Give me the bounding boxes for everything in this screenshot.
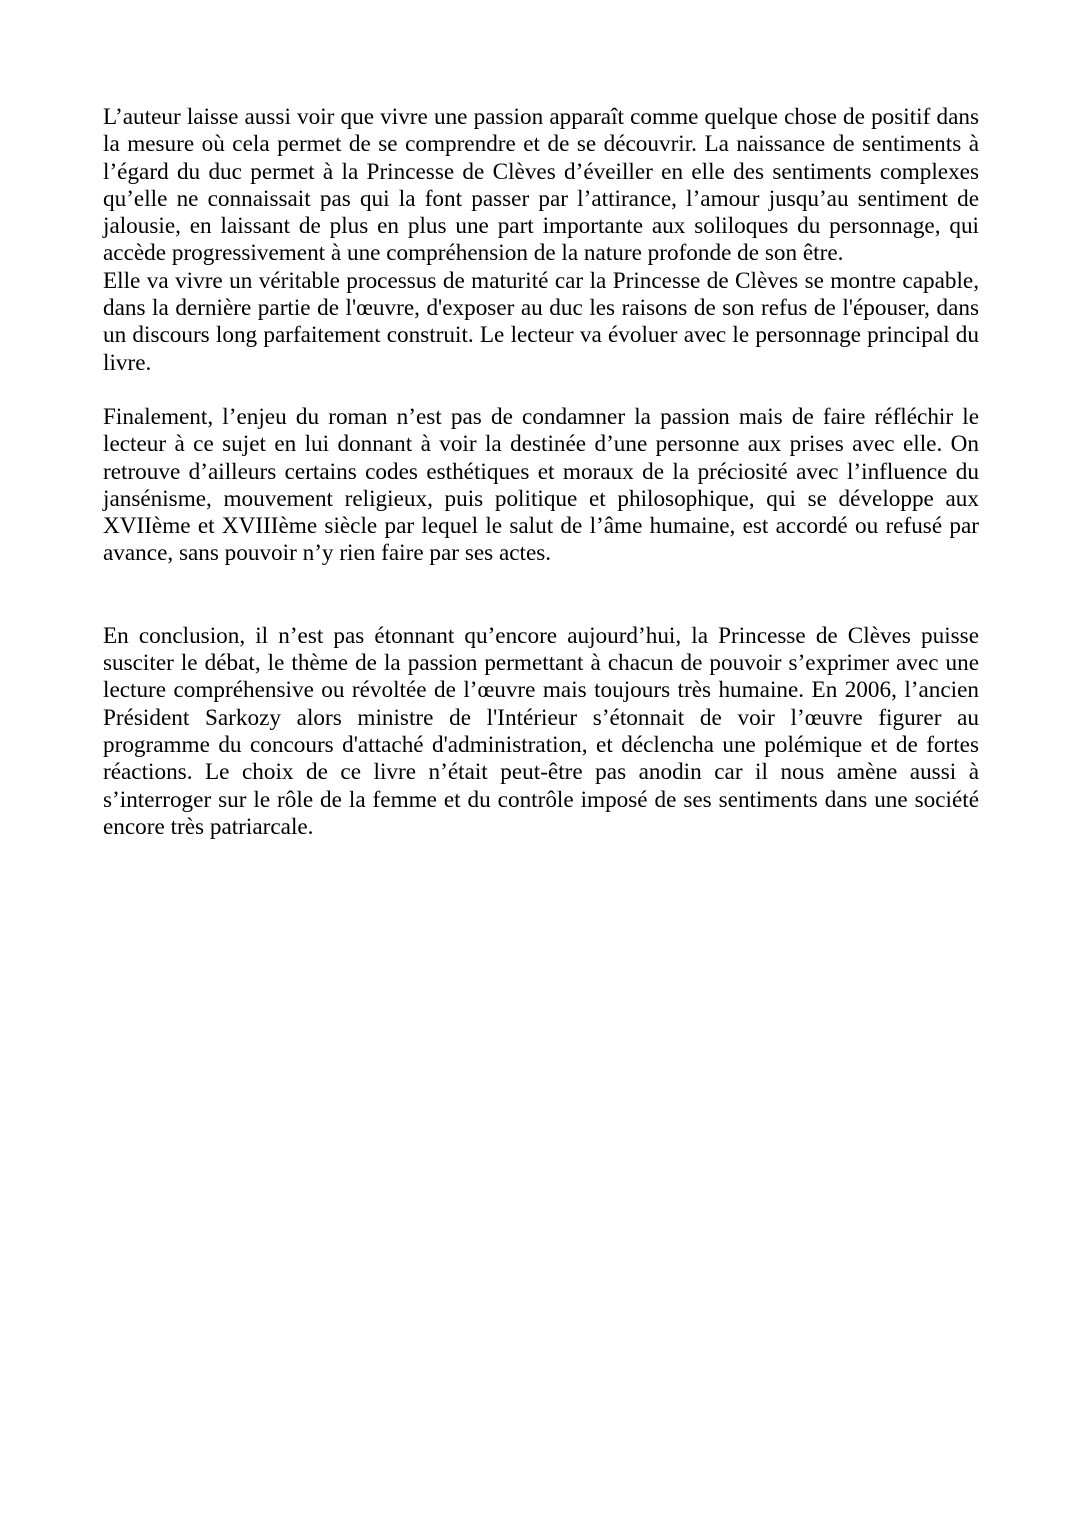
paragraph-spacer bbox=[103, 568, 979, 623]
paragraph-maturity: Elle va vivre un véritable processus de maturité car la Princesse de Clèves se montre capable, dans la dernière partie de l'œuvre, d'exposer au duc les raisons de son refus de l'épouser, dans un discours long parfaitement construit. Le lecteur va évoluer avec le personnage principal du livre. bbox=[103, 267, 979, 376]
paragraph-conclusion: En conclusion, il n’est pas étonnant qu’encore aujourd’hui, la Princesse de Clèves puisse susciter le débat, le thème de la passion permettant à chacun de pouvoir s’exprimer avec une lecture compréhensive ou révoltée de l’œuvre mais toujours très humaine. En 2006, l’ancien Président Sarkozy alors ministre de l'Intérieur s’étonnait de voir l’œuvre figurer au programme du concours d'attaché d'administration, et déclencha une polémique et de fortes réactions. Le choix de ce livre n’était peut-être pas anodin car il nous amène aussi à s’interroger sur le rôle de la femme et du contrôle imposé de ses sentiments dans une société encore très patriarcale. bbox=[103, 622, 979, 840]
paragraph-passion-positive: L’auteur laisse aussi voir que vivre une passion apparaît comme quelque chose de positif dans la mesure où cela permet de se comprendre et de se découvrir. La naissance de sentiments à l’égard du duc permet à la Princesse de Clèves d’éveiller en elle des sentiments complexes qu’elle ne connaissait pas qui la font passer par l’attirance, l’amour jusqu’au sentiment de jalousie, en laissant de plus en plus une part importante aux soliloques du personnage, qui accède progressivement à une compréhension de la nature profonde de son être. bbox=[103, 104, 979, 267]
paragraph-spacer bbox=[103, 377, 979, 404]
paragraph-finalement: Finalement, l’enjeu du roman n’est pas de condamner la passion mais de faire réfléchir le lecteur à ce sujet en lui donnant à voir la destinée d’une personne aux prises avec elle. On retrouve d’ailleurs certains codes esthétiques et moraux de la préciosité avec l’influence du jansénisme, mouvement religieux, puis politique et philosophique, qui se développe aux XVIIème et XVIIIème siècle par lequel le salut de l’âme humaine, est accordé ou refusé par avance, sans pouvoir n’y rien faire par ses actes. bbox=[103, 403, 979, 567]
document-body bbox=[103, 104, 979, 841]
